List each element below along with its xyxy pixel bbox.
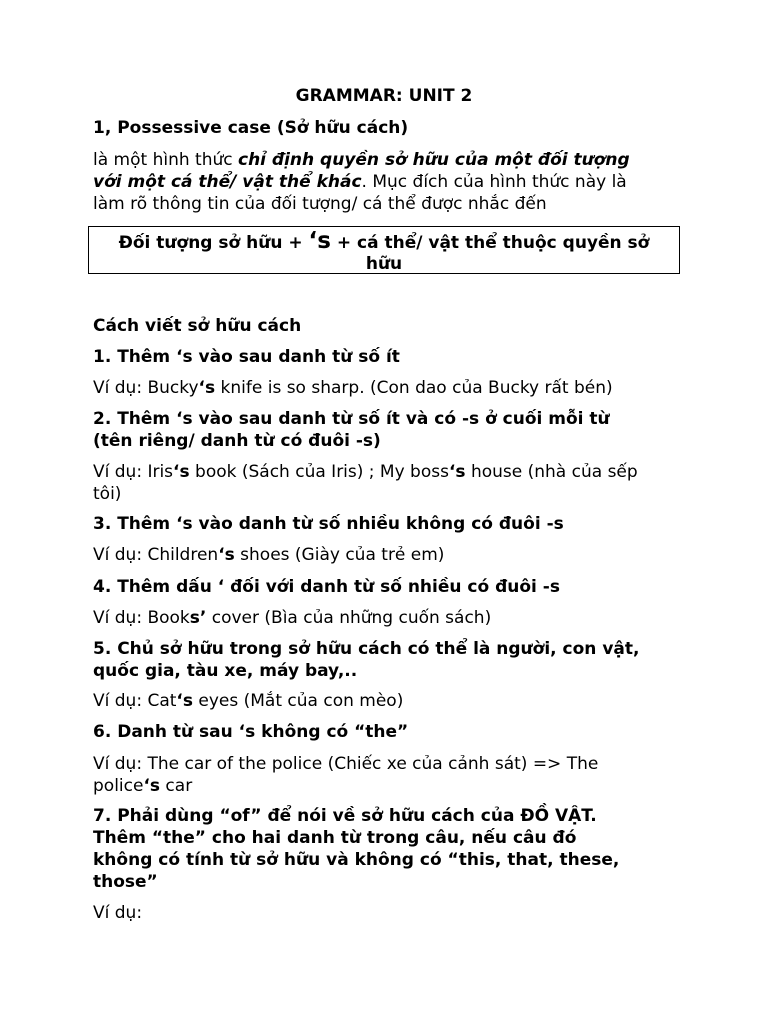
example-mark: ‘s	[143, 776, 161, 796]
rule-5-example	[93, 691, 403, 712]
page-title: GRAMMAR: UNIT 2	[295, 86, 473, 106]
rule-7-line-1: 7. Phải dùng “of” để nói về sở hữu cách của ĐỒ VẬT.	[93, 806, 597, 826]
example-text: book (Sách của Iris) ; My boss	[189, 462, 449, 482]
example-text: Ví dụ: Bucky	[93, 378, 199, 398]
intro-line-1	[93, 150, 630, 171]
formula-box	[88, 226, 680, 274]
section-heading: 1, Possessive case (Sở hữu cách)	[93, 118, 409, 138]
example-text: Ví dụ: Iris	[93, 462, 174, 482]
intro-line-3: làm rõ thông tin của đối tượng/ cá thể được nhắc đến	[93, 194, 547, 214]
example-text: Ví dụ: Children	[93, 545, 219, 565]
example-text: knife is so sharp. (Con dao của Bucky rất bén)	[215, 378, 613, 398]
rule-2-line-1: 2. Thêm ‘s vào sau danh từ số ít và có -s ở cuối mỗi từ	[93, 409, 610, 429]
formula-mark: ‘s	[308, 228, 331, 254]
rule-6-example-line-2	[93, 776, 192, 797]
rule-7-line-2: Thêm “the” cho hai danh từ trong câu, nếu câu đó	[93, 828, 577, 848]
rule-2-example	[93, 462, 638, 483]
rule-2-line-2: (tên riêng/ danh từ có đuôi -s)	[93, 431, 381, 451]
example-text: Ví dụ: Book	[93, 608, 190, 628]
intro-emphasis: chỉ định quyền sở hữu của một đối tượng	[238, 150, 630, 170]
rule-4-example	[93, 608, 491, 629]
rules-heading: Cách viết sở hữu cách	[93, 316, 302, 336]
formula-part: Đối tượng sở hữu +	[118, 233, 309, 253]
example-mark: s’	[189, 608, 207, 628]
rule-7-line-4: those”	[93, 872, 158, 892]
example-mark: ‘s	[448, 462, 466, 482]
rule-7-line-3: không có tính từ sở hữu và không có “this, that, these,	[93, 850, 620, 870]
rule-6-example-line-1: Ví dụ: The car of the police (Chiếc xe của cảnh sát) => The	[93, 754, 599, 774]
example-mark: ‘s	[218, 545, 235, 565]
rule-1: 1. Thêm ‘s vào sau danh từ số ít	[93, 347, 400, 367]
intro-text: là một hình thức	[93, 150, 238, 170]
rule-7-example: Ví dụ:	[93, 903, 143, 923]
example-text: car	[160, 776, 193, 796]
rule-5-line-2: quốc gia, tàu xe, máy bay,..	[93, 661, 358, 681]
rule-6: 6. Danh từ sau ‘s không có “the”	[93, 722, 409, 742]
rule-5-line-1: 5. Chủ sở hữu trong sở hữu cách có thể là người, con vật,	[93, 639, 640, 659]
example-text: eyes (Mắt của con mèo)	[192, 691, 404, 711]
intro-text: . Mục đích của hình thức này là	[361, 172, 627, 192]
example-text: house (nhà của sếp	[465, 462, 638, 482]
rule-3-example	[93, 545, 444, 566]
example-mark: ‘s	[176, 691, 193, 711]
example-mark: ‘s	[198, 378, 216, 398]
example-text: cover (Bìa của những cuốn sách)	[206, 608, 492, 628]
rule-1-example	[93, 378, 613, 399]
intro-emphasis: với một cá thể/ vật thể khác	[93, 172, 362, 192]
intro-line-2	[93, 172, 627, 193]
rule-2-example-cont: tôi)	[93, 484, 122, 504]
example-text: police	[93, 776, 144, 796]
formula-part: hữu	[365, 254, 403, 274]
example-text: shoes (Giày của trẻ em)	[234, 545, 445, 565]
example-text: Ví dụ: Cat	[93, 691, 177, 711]
rule-3: 3. Thêm ‘s vào danh từ số nhiều không có đuôi -s	[93, 514, 564, 534]
example-mark: ‘s	[173, 462, 190, 482]
rule-4: 4. Thêm dấu ‘ đối với danh từ số nhiều có đuôi -s	[93, 577, 560, 597]
formula-part: + cá thể/ vật thể thuộc quyền sở	[330, 233, 650, 253]
